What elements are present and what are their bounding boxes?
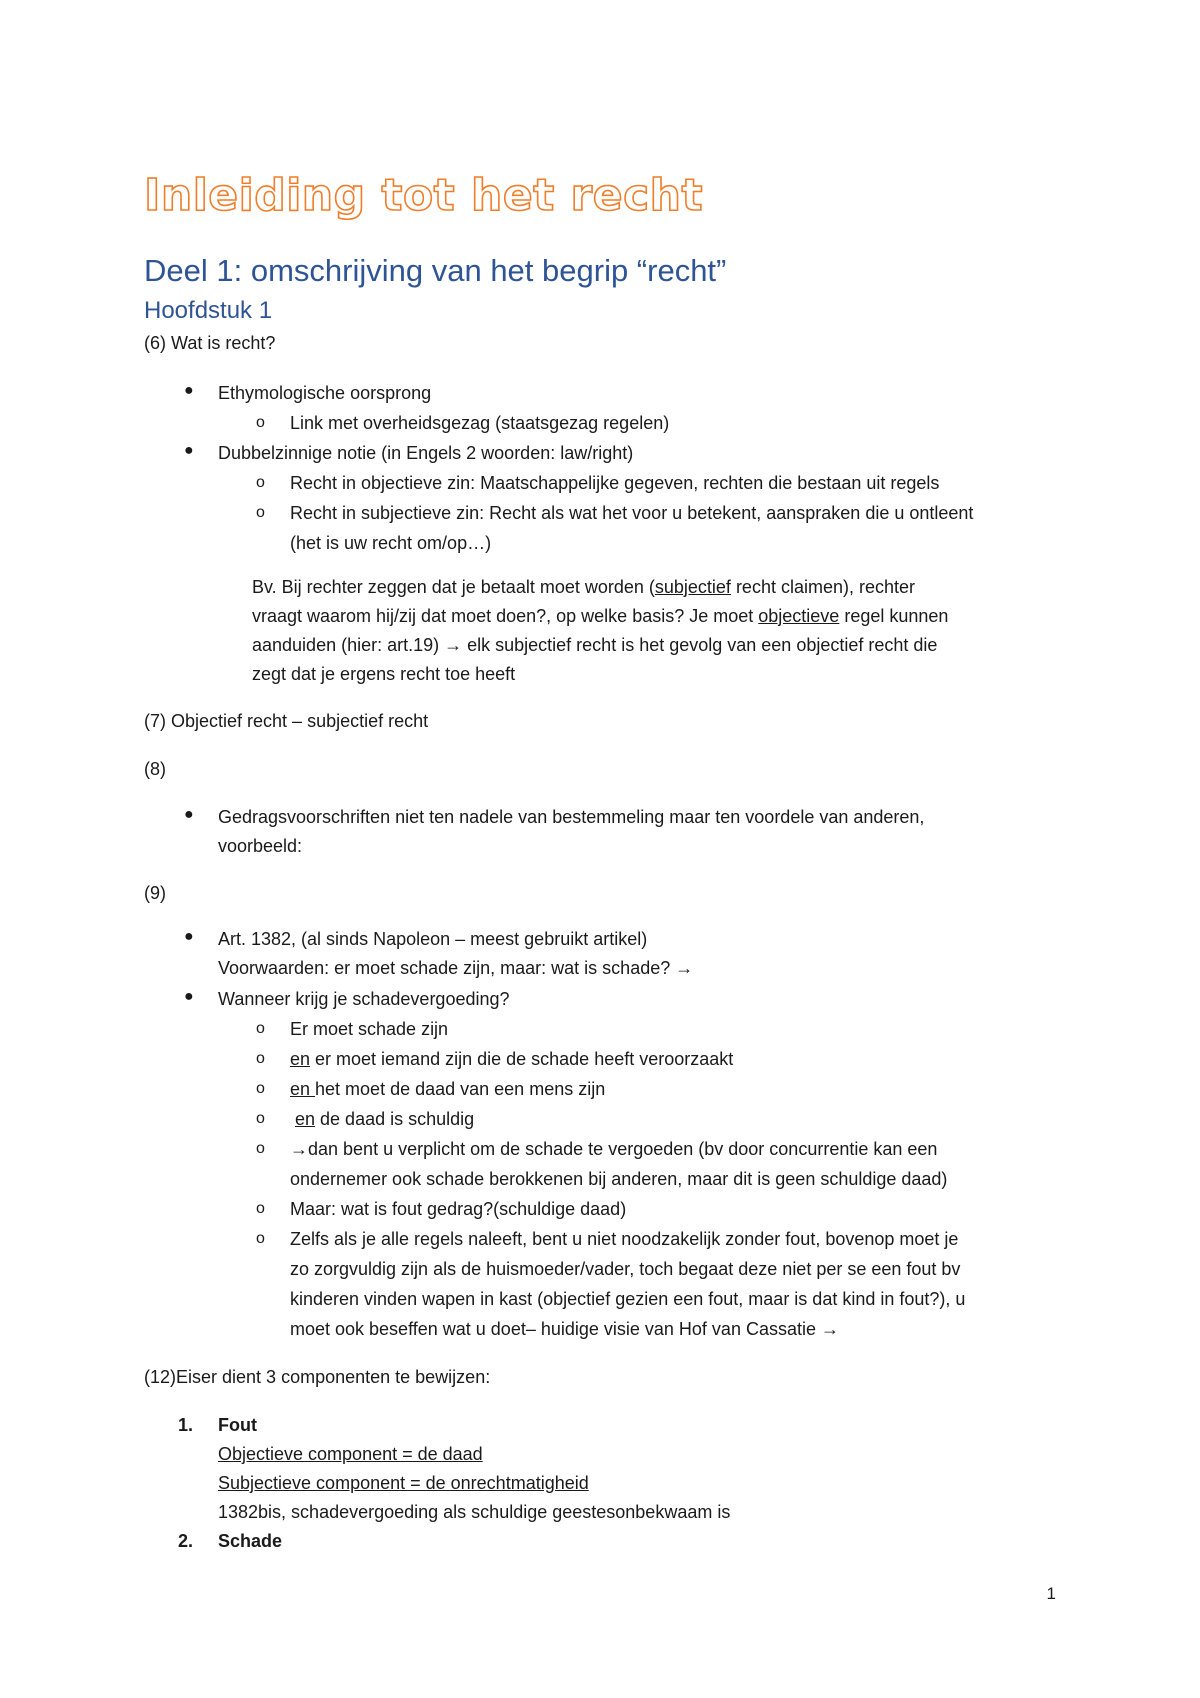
bullet-icon: ● <box>184 988 194 1005</box>
example-line: vraagt waarom hij/zij dat moet doen?, op welke basis? Je moet objectieve regel kunnen <box>252 606 949 626</box>
list-number: 1. <box>178 1415 194 1435</box>
circle-bullet-icon: o <box>256 1230 265 1247</box>
circle-bullet-icon: o <box>256 1080 265 1097</box>
list-item: Er moet schade zijn <box>290 1019 449 1039</box>
numbered-item-detail: 1382bis, schadevergoeding als schuldige geestesonbekwaam is <box>218 1502 731 1522</box>
list-item-continued: voorbeeld: <box>218 836 303 856</box>
section-6-title: (6) Wat is recht? <box>144 333 276 353</box>
list-item: Zelfs als je alle regels naleeft, bent u niet noodzakelijk zonder fout, bovenop moet je <box>290 1229 959 1249</box>
list-item: en het moet de daad van een mens zijn <box>290 1079 606 1099</box>
list-item-continued: (het is uw recht om/op…) <box>290 533 492 553</box>
chapter-heading: Hoofdstuk 1 <box>144 297 273 324</box>
list-item: Recht in objectieve zin: Maatschappelijke gegeven, rechten die bestaan uit regels <box>290 473 940 493</box>
section-7-title: (7) Objectief recht – subjectief recht <box>144 711 429 731</box>
numbered-item-title: Schade <box>218 1531 283 1551</box>
circle-bullet-icon: o <box>256 1140 265 1157</box>
section-9-title: (9) <box>144 883 166 903</box>
list-number: 2. <box>178 1531 194 1551</box>
list-item-continued: ondernemer ook schade berokkenen bij anderen, maar dit is geen schuldige daad) <box>290 1169 948 1189</box>
list-item-continued: Voorwaarden: er moet schade zijn, maar: wat is schade? → <box>218 958 694 978</box>
section-12-title: (12)Eiser dient 3 componenten te bewijzen: <box>144 1367 491 1387</box>
list-item: en er moet iemand zijn die de schade heeft veroorzaakt <box>290 1049 734 1069</box>
example-line: aanduiden (hier: art.19) → elk subjectief recht is het gevolg van een objectief recht die <box>252 635 938 655</box>
circle-bullet-icon: o <box>256 1200 265 1217</box>
page-number: 1 <box>1046 1584 1056 1603</box>
part-heading: Deel 1: omschrijving van het begrip “recht” <box>144 253 727 288</box>
list-item: en de daad is schuldig <box>295 1109 475 1129</box>
circle-bullet-icon: o <box>256 1050 265 1067</box>
list-item: Maar: wat is fout gedrag?(schuldige daad) <box>290 1199 627 1219</box>
list-item-continued: moet ook beseffen wat u doet– huidige visie van Hof van Cassatie → <box>290 1319 839 1339</box>
document-title: Inleiding tot het recht <box>144 170 704 221</box>
list-item: →dan bent u verplicht om de schade te vergoeden (bv door concurrentie kan een <box>290 1139 938 1159</box>
circle-bullet-icon: o <box>256 474 265 491</box>
list-item: Wanneer krijg je schadevergoeding? <box>218 989 510 1009</box>
numbered-item-title: Fout <box>218 1415 257 1435</box>
example-line: zegt dat je ergens recht toe heeft <box>252 664 516 684</box>
circle-bullet-icon: o <box>256 1020 265 1037</box>
section-8-title: (8) <box>144 759 166 779</box>
list-item-continued: zo zorgvuldig zijn als de huismoeder/vader, toch begaat deze niet per se een fout bv <box>290 1259 961 1279</box>
circle-bullet-icon: o <box>256 1110 265 1127</box>
list-item: Link met overheidsgezag (staatsgezag regelen) <box>290 413 670 433</box>
bullet-icon: ● <box>184 442 194 459</box>
list-item: Art. 1382, (al sinds Napoleon – meest gebruikt artikel) <box>218 929 648 949</box>
list-item-continued: kinderen vinden wapen in kast (objectief gezien een fout, maar is dat kind in fout?), u <box>290 1289 966 1309</box>
list-item: Recht in subjectieve zin: Recht als wat het voor u betekent, aanspraken die u ontleent <box>290 503 974 523</box>
list-item: Gedragsvoorschriften niet ten nadele van bestemmeling maar ten voordele van anderen, <box>218 807 925 827</box>
circle-bullet-icon: o <box>256 504 265 521</box>
underlined-term: objectieve <box>758 606 840 626</box>
numbered-item-detail: Subjectieve component = de onrechtmatigheid <box>218 1473 589 1493</box>
numbered-item-detail: Objectieve component = de daad <box>218 1444 483 1464</box>
underlined-term: subjectief <box>654 577 731 597</box>
bullet-icon: ● <box>184 382 194 399</box>
example-line: Bv. Bij rechter zeggen dat je betaalt moet worden (subjectief recht claimen), rechter <box>252 577 915 597</box>
bullet-icon: ● <box>184 928 194 945</box>
circle-bullet-icon: o <box>256 414 265 431</box>
bullet-icon: ● <box>184 806 194 823</box>
list-item: Ethymologische oorsprong <box>218 383 432 403</box>
list-item: Dubbelzinnige notie (in Engels 2 woorden: law/right) <box>218 443 634 463</box>
